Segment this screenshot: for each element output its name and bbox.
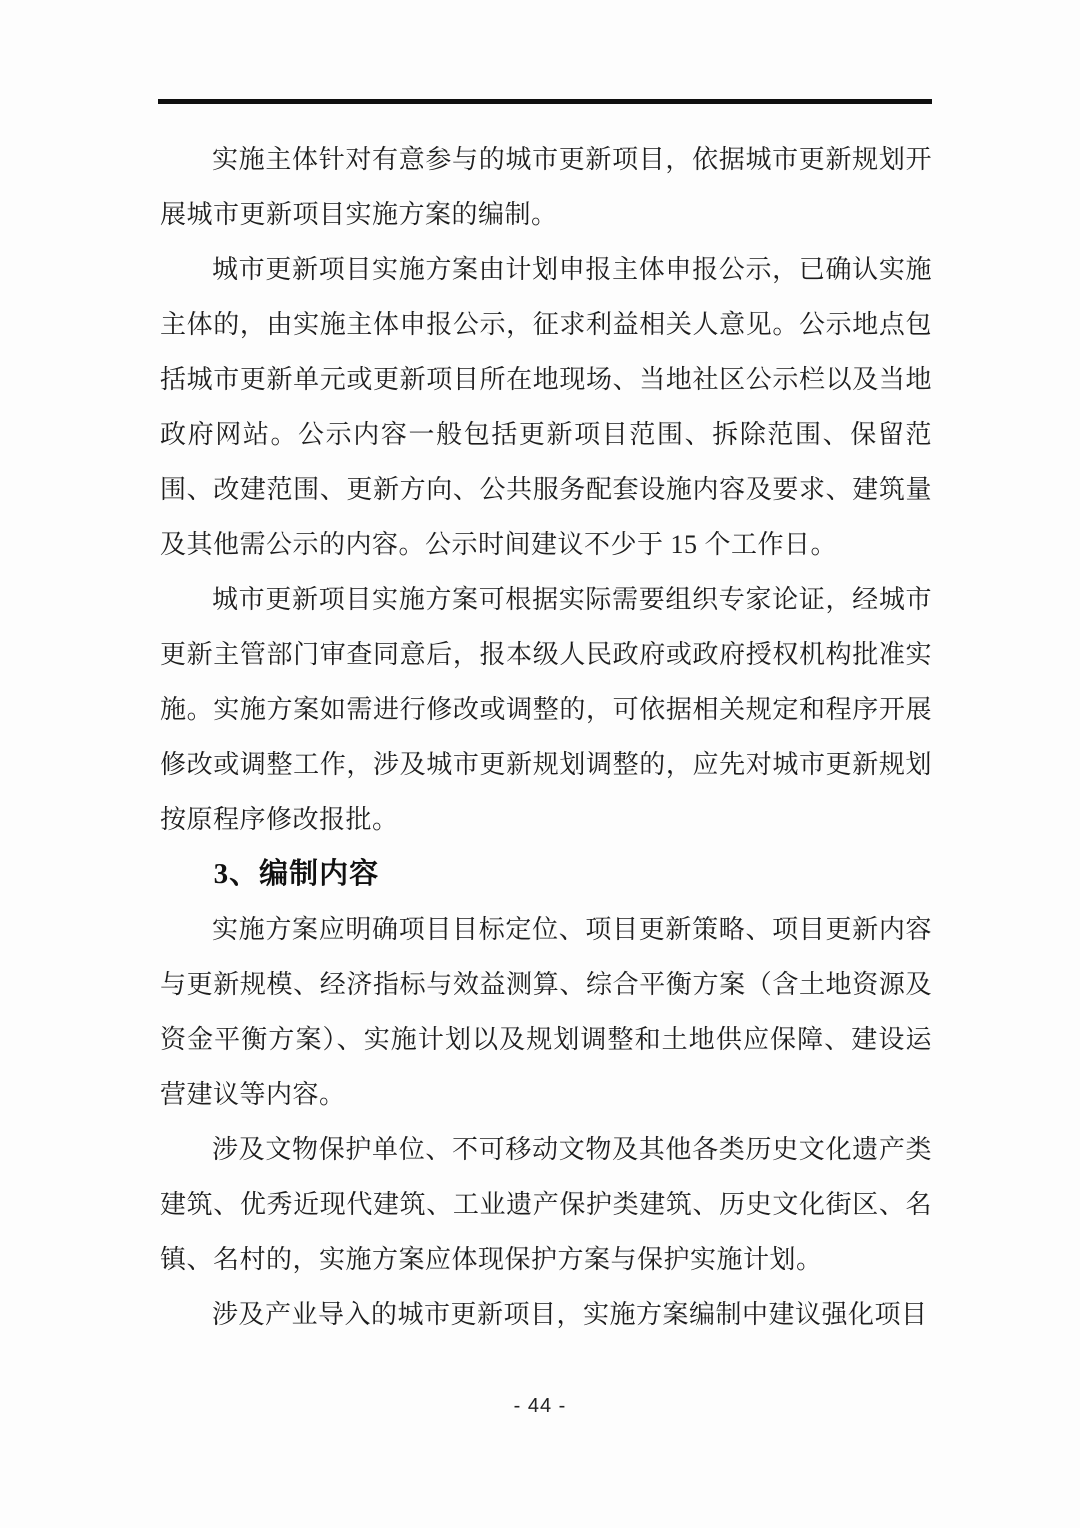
header-rule	[158, 99, 932, 104]
paragraph-heritage-protection: 涉及文物保护单位、不可移动文物及其他各类历史文化遗产类建筑、优秀近现代建筑、工业遗产保护类建筑、历史文化街区、名镇、名村的，实施方案应体现保护方案与保护实施计划。	[160, 1135, 932, 1274]
section-heading-compilation-content: 3、编制内容	[213, 858, 380, 890]
document-body	[160, 132, 932, 1342]
page-number: - 44 -	[513, 1395, 567, 1417]
paragraph-industry-introduction: 涉及产业导入的城市更新项目，实施方案编制中建议强化项目	[212, 1300, 928, 1329]
paragraph-public-notice: 城市更新项目实施方案由计划申报主体申报公示，已确认实施主体的，由实施主体申报公示，征求利益相关人意见。公示地点包括城市更新单元或更新项目所在地现场、当地社区公示栏以及当地政府网站。公示内容一般包括更新项目范围、拆除范围、保留范围、改建范围、更新方向、公共服务配套设施内容及要求、建筑量及其他需公示的内容。公示时间建议不少于 15 个工作日。	[160, 255, 932, 559]
paragraph-implementation-entity: 实施主体针对有意参与的城市更新项目，依据城市更新规划开展城市更新项目实施方案的编制。	[160, 145, 932, 229]
paragraph-plan-contents: 实施方案应明确项目目标定位、项目更新策略、项目更新内容与更新规模、经济指标与效益测算、综合平衡方案（含土地资源及资金平衡方案）、实施计划以及规划调整和土地供应保障、建设运营建议等内容。	[160, 915, 932, 1109]
paragraph-expert-review: 城市更新项目实施方案可根据实际需要组织专家论证，经城市更新主管部门审查同意后，报本级人民政府或政府授权机构批准实施。实施方案如需进行修改或调整的，可依据相关规定和程序开展修改或调整工作，涉及城市更新规划调整的，应先对城市更新规划按原程序修改报批。	[160, 585, 932, 834]
